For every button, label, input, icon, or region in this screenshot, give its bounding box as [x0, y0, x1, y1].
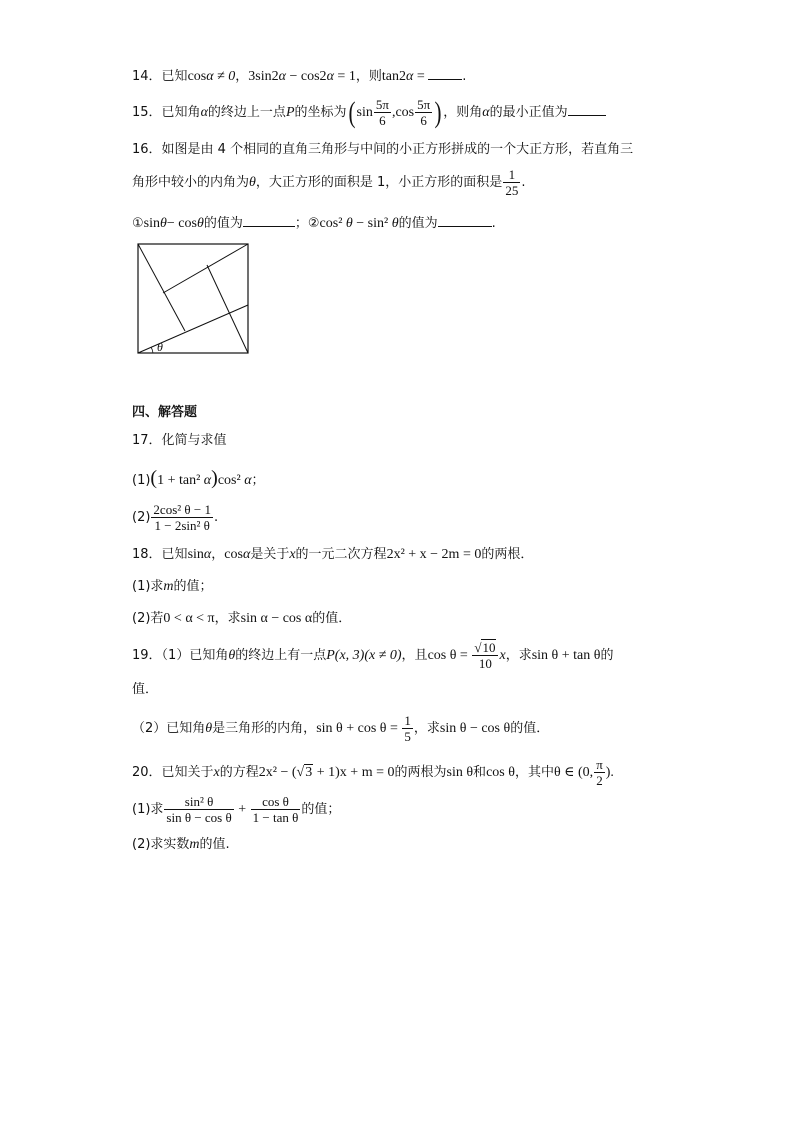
large-square: [138, 244, 248, 353]
triangle-edge: [138, 305, 248, 353]
question-16-line1: 16．如图是由 4 个相同的直角三角形与中间的小正方形拼成的一个大正方形，若直角三: [132, 142, 634, 157]
question-14: 14．已知cosα ≠ 0，3sin2α − cos2α = 1，则tan2α = .: [132, 66, 466, 86]
question-20: 20．已知关于x的方程2x² − (√3 + 1)x + m = 0的两根为sin θ和cos θ，其中θ ∈ (0, $\frac{\pi}{2}$ ).: [132, 757, 614, 788]
answer-blank[interactable]: [438, 213, 492, 227]
fraction: $\frac{\text{2cos² θ − 1}}{\text{1 − 2sin² θ}}$: [153, 502, 211, 533]
question-19-part2: （2）已知角θ是三角形的内角，sin θ + cos θ = $\frac{1}{5}$ ，求sin θ − cos θ的值．: [132, 713, 550, 744]
question-17-part1: (1)(1 + tan² α)cos² α；: [132, 467, 265, 489]
fraction: $\frac{\text{sin² θ}}{\text{sin θ − cos θ}}$: [166, 794, 232, 825]
fraction: $\frac{5\pi}{6}$: [375, 97, 389, 128]
question-18-part2: (2)若0 < α < π，求sin α − cos α的值．: [132, 611, 352, 626]
answer-blank[interactable]: [243, 213, 295, 227]
question-19-part1: 19．（1）已知角θ的终边上有一点P(x, 3)(x ≠ 0)，且cos θ = $\frac{√10}{10}$ x，求sin θ + tan θ的: [132, 640, 614, 671]
question-20-part1: (1)求 $\frac{\text{sin² θ}}{\text{sin θ − cos θ}}$ + $\frac{\text{cos θ}}{\text{1 − tan θ}}$ 的值；: [132, 794, 341, 825]
angle-arc: [151, 347, 153, 353]
fraction: $\frac{\text{cos θ}}{\text{1 − tan θ}}$: [252, 794, 299, 825]
theta-label: θ: [157, 340, 163, 354]
question-16-line2: 角形中较小的内角为θ，大正方形的面积是 1，小正方形的面积是 $\frac{1}{25}$ .: [132, 167, 526, 198]
fraction: $\frac{\pi}{2}$: [596, 757, 603, 788]
square-figure: [137, 243, 249, 355]
question-17-part2: (2) $\frac{\text{2cos² θ − 1}}{\text{1 − 2sin² θ}}$ .: [132, 502, 219, 533]
section-title: 四、解答题: [132, 405, 198, 420]
triangle-edge: [163, 244, 248, 293]
question-20-part2: (2)求实数m的值.: [132, 837, 230, 852]
triangle-edge: [138, 244, 185, 331]
answer-blank[interactable]: [428, 66, 462, 80]
fraction: $\frac{1}{25}$: [505, 167, 519, 198]
triangle-edge: [207, 265, 248, 353]
question-19-line2: 值．: [132, 682, 159, 697]
question-16-parts: ①sinθ− cosθ的值为 ；②cos² θ − sin² θ的值为 .: [132, 213, 496, 233]
fraction: $\frac{√10}{10}$: [472, 640, 498, 671]
answer-blank[interactable]: [568, 102, 606, 116]
question-18: 18．已知sinα，cosα是关于x的一元二次方程2x² + x − 2m = 0的两根．: [132, 547, 534, 562]
question-18-part1: (1)求m的值；: [132, 579, 213, 594]
question-15: 15．已知角α的终边上一点P的坐标为( sin $\frac{5\pi}{6}$ ,cos $\frac{5\pi}{6}$ ) ，则角α的最小正值为: [132, 96, 606, 130]
fraction: $\frac{5\pi}{6}$: [417, 97, 431, 128]
question-17-title: 17．化简与求值: [132, 433, 227, 448]
fraction: $\frac{1}{5}$: [404, 713, 411, 744]
